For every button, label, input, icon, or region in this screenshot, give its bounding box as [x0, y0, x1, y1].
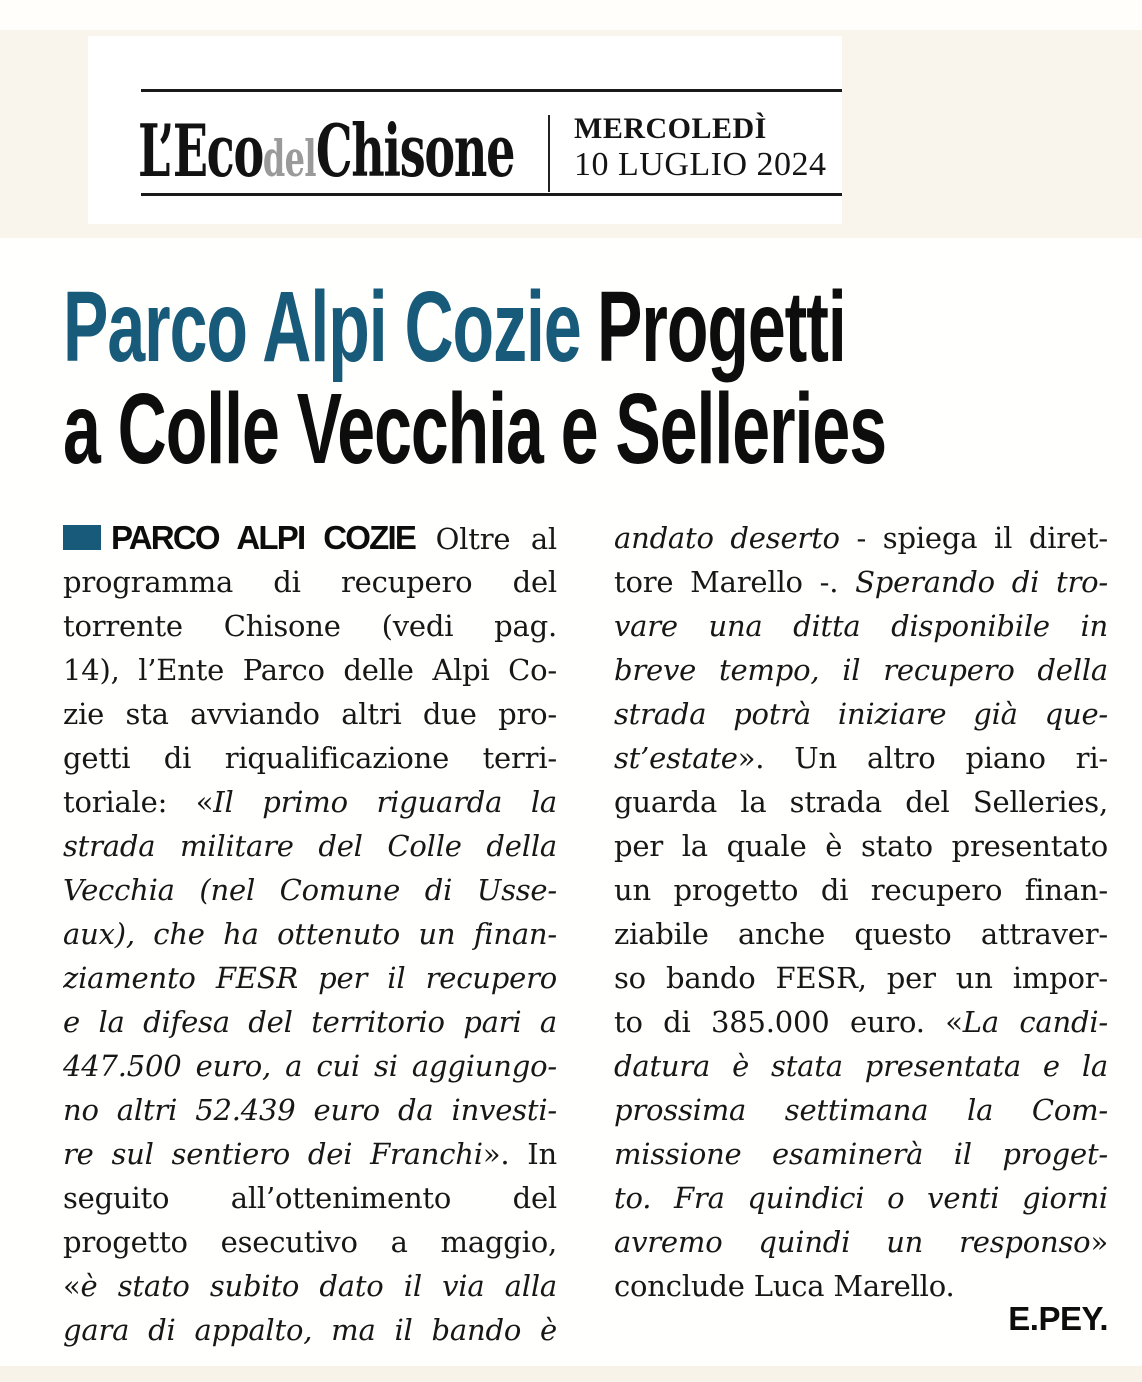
text-run: gara di appalto, ma il bando è — [63, 1313, 557, 1347]
text-line — [614, 824, 1108, 868]
masthead-top-rule — [141, 89, 842, 92]
text-line — [614, 516, 1108, 560]
text-run: Oltre al — [415, 522, 557, 556]
text-line — [63, 736, 557, 780]
text-run: 447.500 euro, a cui si aggiungo- — [63, 1049, 557, 1083]
author-signature: E.PEY. — [1008, 1300, 1108, 1337]
headline-line-1 — [63, 271, 846, 383]
text-line — [63, 1308, 557, 1352]
text-run: to di 385.000 euro. « — [614, 1005, 963, 1039]
text-line — [63, 604, 557, 648]
text-run: breve tempo, il recupero della — [614, 653, 1108, 687]
text-line — [63, 868, 557, 912]
masthead — [88, 36, 842, 224]
text-run: missione esaminerà il proget- — [614, 1137, 1108, 1171]
text-line — [614, 648, 1108, 692]
headline-kicker: Parco Alpi Cozie — [63, 271, 581, 383]
masthead-bottom-rule — [141, 193, 842, 196]
text-line — [63, 516, 557, 560]
text-run: strada militare del Colle della — [63, 829, 557, 863]
text-run: datura è stata presentata e la — [614, 1049, 1108, 1083]
text-run: Sperando di tro- — [855, 565, 1108, 599]
newspaper-logo — [138, 108, 515, 195]
text-run: ziamento FESR per il recupero — [63, 961, 557, 995]
text-line — [614, 604, 1108, 648]
text-line — [614, 1176, 1108, 1220]
logo-part-chisone: Chisone — [315, 108, 515, 193]
text-line — [614, 1088, 1108, 1132]
text-run: « — [63, 1269, 81, 1303]
text-line — [63, 824, 557, 868]
text-line — [614, 868, 1108, 912]
text-line — [614, 560, 1108, 604]
bottom-cream-band — [0, 1366, 1142, 1382]
text-run: conclude Luca Marello. — [614, 1269, 955, 1303]
text-line — [63, 1044, 557, 1088]
text-line — [63, 912, 557, 956]
text-run: un progetto di recupero finan- — [614, 873, 1108, 907]
text-line — [614, 1132, 1108, 1176]
headline-line-2: a Colle Vecchia e Selleries — [63, 373, 886, 485]
text-line — [63, 648, 557, 692]
text-run: Il primo riguarda la — [213, 785, 557, 819]
lead-tag: PARCO ALPI COZIE — [111, 519, 416, 556]
text-run: Vecchia (nel Comune di Usse- — [63, 873, 557, 907]
teal-square-bullet-icon — [63, 525, 101, 550]
text-run: vare una ditta disponibile in — [614, 609, 1108, 643]
text-line — [63, 1088, 557, 1132]
text-run: no altri 52.439 euro da investi- — [63, 1093, 557, 1127]
text-run: aux), che ha ottenuto un finan- — [63, 917, 557, 951]
text-run: seguito all’ottenimento del — [63, 1181, 557, 1215]
text-run: » — [1090, 1225, 1108, 1259]
text-run: progetto esecutivo a maggio, — [63, 1225, 557, 1259]
headline-line1-rest: Progetti — [597, 271, 846, 383]
text-run: andato deserto — [614, 521, 840, 555]
article-column-2 — [614, 516, 1108, 1308]
text-line — [614, 1000, 1108, 1044]
text-line — [614, 780, 1108, 824]
text-run: e la difesa del territorio pari a — [63, 1005, 557, 1039]
text-run: toriale: « — [63, 785, 214, 819]
text-line — [63, 1176, 557, 1220]
text-run: zie sta avviando altri due pro- — [63, 697, 557, 731]
text-run: to. Fra quindici o venti giorni — [614, 1181, 1108, 1215]
text-line — [614, 912, 1108, 956]
text-run: per la quale è stato presentato — [614, 829, 1108, 863]
text-run: re sul sentiero dei Franchi — [63, 1137, 483, 1171]
text-run: ziabile anche questo attraver- — [614, 917, 1108, 951]
text-run: La candi- — [962, 1005, 1108, 1039]
text-line — [63, 1132, 557, 1176]
text-line — [614, 956, 1108, 1000]
issue-weekday: MERCOLEDÌ — [574, 112, 767, 145]
text-run: programma di recupero del — [63, 565, 557, 599]
article-column-1 — [63, 516, 557, 1352]
text-run: so bando FESR, per un impor- — [614, 961, 1108, 995]
text-line — [614, 1220, 1108, 1264]
text-line — [63, 780, 557, 824]
text-run: torrente Chisone (vedi pag. — [63, 609, 557, 643]
text-run: avremo quindi un responso — [614, 1225, 1091, 1259]
issue-date: 10 LUGLIO 2024 — [574, 146, 827, 183]
text-run: 14), l’Ente Parco delle Alpi Co- — [63, 653, 557, 687]
logo-part-del: del — [262, 129, 316, 188]
issue-date-block — [574, 112, 827, 183]
text-run: getti di riqualificazione terri- — [63, 741, 557, 775]
masthead-vertical-divider — [548, 115, 550, 192]
logo-part-leco: L’Eco — [138, 108, 263, 193]
text-line — [63, 1000, 557, 1044]
text-line — [614, 1044, 1108, 1088]
text-run: tore Marello -. — [614, 565, 856, 599]
text-line — [63, 1264, 557, 1308]
text-line — [63, 956, 557, 1000]
text-line — [63, 560, 557, 604]
text-line — [614, 736, 1108, 780]
text-run: ». Un altro piano ri- — [737, 741, 1108, 775]
text-run: strada potrà iniziare già que- — [614, 697, 1108, 731]
text-line — [614, 692, 1108, 736]
text-run: è stato subito dato il via alla — [80, 1269, 557, 1303]
text-run: prossima settimana la Com- — [614, 1093, 1108, 1127]
article-headline — [63, 271, 1142, 485]
text-run: st’estate — [614, 741, 738, 775]
text-run: - spiega il diret- — [839, 521, 1108, 555]
text-line — [63, 1220, 557, 1264]
text-run: ». In — [482, 1137, 557, 1171]
text-line — [63, 692, 557, 736]
text-run: guarda la strada del Selleries, — [614, 785, 1108, 819]
